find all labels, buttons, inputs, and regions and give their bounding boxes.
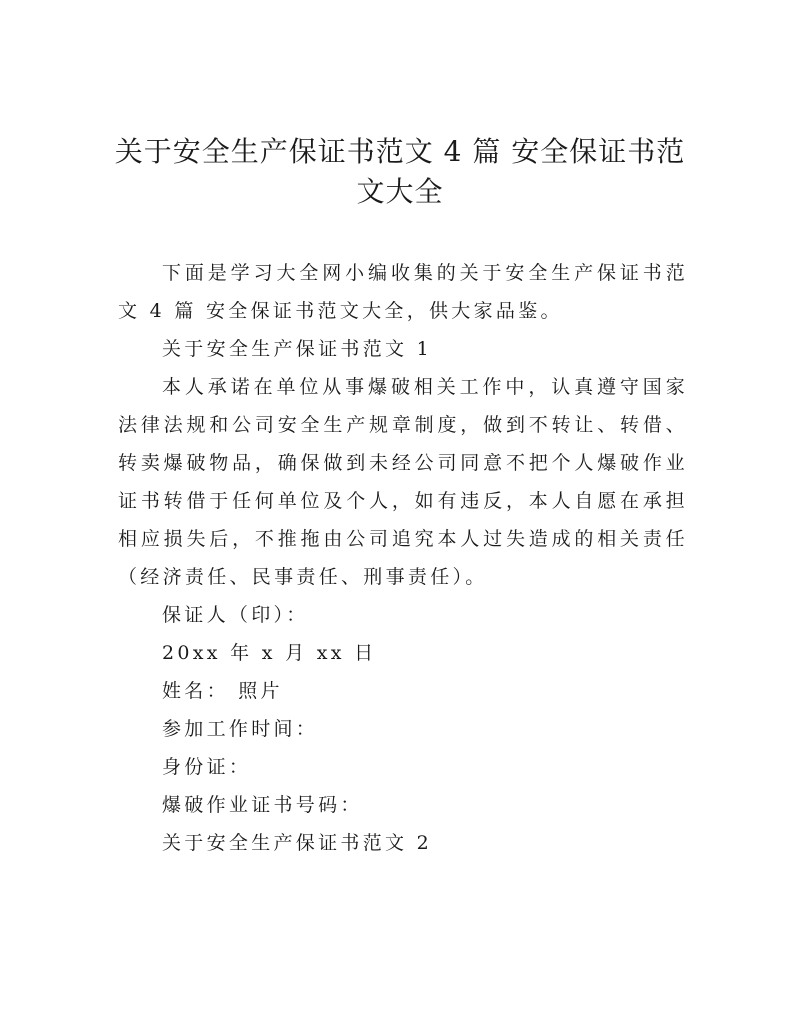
guarantor-line: 保证人（印）：	[162, 604, 309, 626]
id-card-line: 身份证：	[162, 756, 252, 778]
pledge-paragraph: 本人承诺在单位从事爆破相关工作中，认真遵守国家法律法规和公司安全生产规章制度，做到不转让、转借、转卖爆破物品，确保做到未经公司同意不把个人爆破作业证书转借于任何单位及个人，如有违反，本人自愿在承担相应损失后，不推拖由公司追究本人过失造成的相关责任（经济责任、民事责任、刑事责任）。	[118, 376, 688, 588]
certificate-number-line: 爆破作业证书号码：	[162, 794, 363, 816]
document-title: 关于安全生产保证书范文 4 篇 安全保证书范文大全	[114, 135, 686, 208]
section-heading-2: 关于安全生产保证书范文 2	[162, 832, 433, 854]
work-start-line: 参加工作时间：	[162, 718, 319, 740]
document-body	[118, 254, 688, 862]
intro-paragraph: 下面是学习大全网小编收集的关于安全生产保证书范文 4 篇 安全保证书范文大全，供大家品鉴。	[118, 262, 688, 322]
section-heading-1: 关于安全生产保证书范文 1	[162, 338, 433, 360]
name-photo-line: 姓名： 照片	[162, 680, 283, 702]
date-line: 20xx 年 x 月 xx 日	[162, 642, 377, 664]
